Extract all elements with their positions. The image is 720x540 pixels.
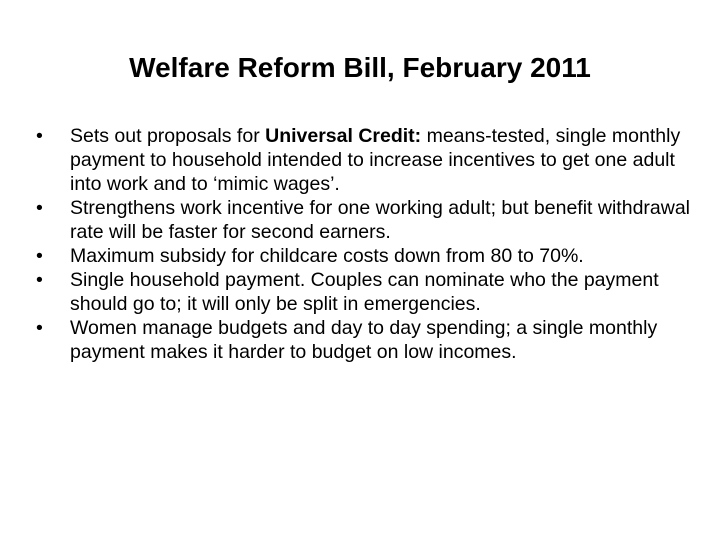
bullet-item-budgets	[36, 316, 696, 364]
bullet-marker: •	[36, 125, 43, 147]
bullet-text: Maximum subsidy for childcare costs down from 80 to 70%.	[70, 245, 584, 267]
bullet-item-work-incentive	[36, 196, 696, 244]
bullet-text-rest: means-tested, single monthly payment to household intended to increase incentives to get one adult into work and to ‘mimic wages’.	[70, 125, 681, 195]
bullet-text-lead: Sets out proposals for	[70, 125, 266, 147]
bullet-marker: •	[36, 245, 43, 267]
slide-title: Welfare Reform Bill, February 2011	[129, 52, 591, 83]
bullet-item-household-payment	[36, 268, 696, 316]
bullet-text: Single household payment. Couples can nominate who the payment should go to; it will only be split in emergencies.	[70, 269, 659, 315]
bullet-text-bold: Universal Credit:	[265, 125, 422, 147]
bullet-list	[36, 124, 696, 364]
bullet-marker: •	[36, 269, 43, 291]
bullet-item-universal-credit	[36, 124, 696, 196]
bullet-marker: •	[36, 317, 43, 339]
bullet-text: Women manage budgets and day to day spending; a single monthly payment makes it harder to budget on low incomes.	[70, 317, 658, 363]
bullet-marker: •	[36, 197, 43, 219]
bullet-item-childcare	[36, 244, 696, 268]
bullet-text: Strengthens work incentive for one working adult; but benefit withdrawal rate will be faster for second earners.	[70, 197, 691, 243]
